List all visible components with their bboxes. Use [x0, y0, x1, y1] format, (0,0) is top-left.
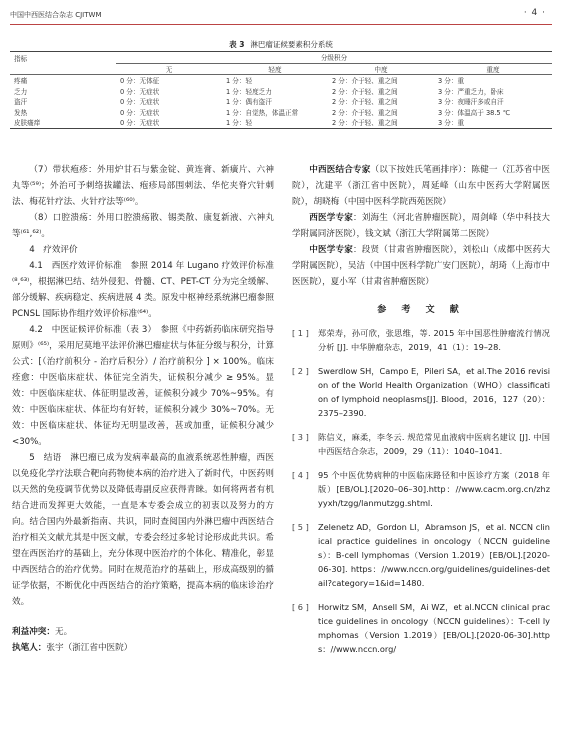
reference-number: [ 4 ] [292, 470, 309, 480]
reference-text: Zelenetz AD，Gordon LI，Abramson JS，et al. NCCN clinical practice guidelines in oncology（NCCN guidelines）：B-cell lymphomas（Version 1.2019）[EB/OL].[2020-06-30]. https：//www.nccn.org/guidelines/guidelines-detail?category=1&id=1480. [318, 522, 550, 588]
right-column [292, 162, 550, 666]
conflict-line [12, 624, 274, 640]
table-cell: 1 分：轻 [226, 77, 253, 86]
table-cell: 0 分：无症状 [120, 98, 160, 107]
row-name: 发热 [14, 108, 28, 117]
table-cell: 0 分：无症状 [116, 117, 222, 128]
table-cell: 3 分：重 [434, 117, 552, 128]
row-name: 乏力 [14, 87, 28, 96]
table-cell: 0 分：无症状 [120, 108, 160, 117]
reference-item [292, 600, 550, 656]
reference-text: Swerdlow SH，Campo E，Pileri SA，et al.The 2016 revision of the World Health Organization（WHO）classification of lymphoid neoplasms[J]. Blood，2016，127（20）：2375–2390. [318, 366, 550, 418]
table-cell: 1 分：自觉热，体温正常 [226, 108, 299, 117]
grade-header: 中度 [328, 63, 434, 75]
page-number: · 4 · [523, 8, 546, 18]
row-name: 盗汗 [14, 98, 28, 107]
expert-group-label: 西医学专家 [309, 213, 353, 223]
reference-item [292, 326, 550, 354]
paragraph-western-efficacy: 4.1 西医疗效评价标准 参照 2014 年 Lugano 疗效评价标准⁽⁸,⁶³⁾，根据淋巴结、结外侵犯、骨髓、CT、PET-CT 分为完全缓解、部分缓解、疾病稳定、疾病进展 4 类。原发中枢神经系统淋巴瘤参照 PCNSL 国际协作组疗效评价标准⁽⁶⁴⁾。 [12, 261, 274, 319]
table-cell: 0 分：无症状 [120, 87, 160, 96]
grade-header: 轻度 [222, 63, 328, 75]
reference-number: [ 2 ] [292, 366, 309, 376]
grade-header: 无 [116, 63, 222, 75]
blank-header-cell [10, 63, 116, 75]
table-label: 表 3 [229, 40, 245, 49]
reference-number: [ 5 ] [292, 522, 309, 532]
row-name: 皮肤瘙痒 [10, 117, 116, 128]
table-cell: 2 分：介于轻、重之间 [332, 87, 398, 96]
page-header [10, 8, 552, 22]
table-cell: 1 分：轻 [222, 117, 328, 128]
table-cell: 1 分：轻度乏力 [226, 87, 272, 96]
expert-group-western [292, 210, 550, 242]
reference-item [292, 520, 550, 590]
table-row [10, 96, 552, 107]
table-row [10, 117, 552, 128]
table-cell: 2 分：介于轻、重之间 [332, 108, 398, 117]
reference-text: Horwitz SM，Ansell SM，Ai WZ，et al.NCCN clinical practice guidelines in oncology（NCCN guidelines）：T-cell lymphomas（Version 1.2019）[EB/OL].[2020-06-30].https：//www.nccn.org/ [318, 602, 550, 654]
section-heading-efficacy: 4 疗效评价 [29, 245, 78, 255]
reference-text: 陈信义，麻柔，李冬云. 规范常见血液病中医病名建议 [J]. 中国中西医结合杂志，2009，29（11）：1040–1041. [318, 432, 550, 456]
table-cell: 2 分：介于轻、重之间 [328, 117, 434, 128]
reference-item [292, 364, 550, 420]
paragraph-herpes-zoster: （7）带状疱疹：外用炉甘石与紫金锭、黄连膏、新癀片、六神丸等⁽⁵⁹⁾；外治可予刺络拔罐法、疱疹局部围刺法、华佗夹脊穴针刺法、梅花针疗法、火针疗法等⁽⁶⁰⁾。 [12, 165, 274, 207]
author-value: 张宇（浙江省中医院） [46, 643, 133, 653]
left-column [12, 162, 274, 656]
reference-number: [ 3 ] [292, 432, 309, 442]
table-title: 淋巴瘤证候要素积分系统 [250, 40, 333, 49]
reference-number: [ 1 ] [292, 328, 309, 338]
table-cell: 2 分：介于轻、重之间 [332, 77, 398, 86]
table-cell: 2 分：介于轻、重之间 [332, 98, 398, 107]
expert-list: （以下按姓氏笔画排序）：陈健一（江苏省中医院），沈建平（浙江省中医院），周延峰（山东中医药大学附属医院），胡晓梅（中国中医科学院西苑医院） [292, 165, 550, 207]
grade-header: 重度 [434, 63, 552, 75]
paragraph-conclusion: 5 结语 淋巴瘤已成为发病率最高的血液系统恶性肿瘤，西医以免疫化学疗法联合靶向药物使本病的治疗进入了新时代，中医药则以天然的免疫调节优势以及降低毒副反应获得青睐。如何将两者有机结合进而发挥更大效能，一直是本专委会成立的初衷以及努力的方向。结合国内外最新指南、共识，同时查阅国内外淋巴瘤中西医结合治疗相关文献尤其是中医文献，专委会经过多轮讨论形成此共识。希望在西医治疗的基础上，充分体现中医治疗的个体化、精准化，彰显中西医结合的治疗优势。同时在规范治疗的基础上，形成高级别的循证学依据，不断优化中西医结合的治疗策略，提高本病的临床诊治疗效。 [12, 453, 274, 607]
author-notes [12, 624, 274, 656]
expert-list: ：段贤（甘肃省肿瘤医院），刘松山（成都中医药大学附属医院），吴洁（中国中医科学院广安门医院），胡琦（上海市中医医院），夏小军（甘肃省肿瘤医院） [292, 245, 550, 287]
author-line [12, 640, 274, 656]
table-row [10, 107, 552, 118]
table-row [10, 75, 552, 86]
author-label: 执笔人： [12, 643, 47, 653]
expert-group-tcm [292, 242, 550, 290]
reference-item [292, 468, 550, 510]
reference-text: 95 个中医优势病种的中医临床路径和中医诊疗方案（2018 年版）[EB/OL].[2020–06–30].http：//www.cacm.org.cn/zhzyyxh/tzgg/lanmutzgg.shtml. [318, 470, 550, 508]
paragraph-oral-ulcer: （8）口腔溃疡：外用口腔溃疡散、锡类散、康复新液、六神丸等⁽⁶¹,⁶²⁾。 [12, 213, 274, 239]
table-cell: 3 分：重 [438, 77, 465, 86]
reference-text: 郑荣寿，孙可欣，张思维，等. 2015 年中国恶性肿瘤流行情况分析 [J]. 中华肿瘤杂志，2019，41（1）：19–28. [318, 328, 550, 352]
table-cell: 3 分：体温高于 38.5 ℃ [438, 108, 511, 117]
expert-list: ：刘海生（河北省肿瘤医院），周剑峰（华中科技大学附属同济医院），钱文斌（浙江大学附属第二医院） [292, 213, 550, 239]
col-group-header: 分级积分 [116, 52, 552, 64]
references-heading: 参 考 文 献 [377, 305, 465, 315]
expert-group-integrated [292, 162, 550, 210]
journal-name: 中国中西医结合杂志 CJITWM [10, 11, 102, 19]
syndrome-score-table [10, 51, 552, 129]
table-caption [0, 39, 562, 50]
reference-item [292, 430, 550, 458]
table-cell: 3 分：严重乏力，卧床 [438, 87, 504, 96]
expert-group-label: 中医学专家 [309, 245, 353, 255]
conflict-value: 无。 [54, 627, 73, 637]
reference-number: [ 6 ] [292, 602, 309, 612]
col-indicator-header: 指标 [10, 52, 116, 64]
table-cell: 1 分：偶有盗汗 [226, 98, 272, 107]
expert-group-label: 中西医结合专家 [309, 165, 371, 175]
header-rule [10, 24, 552, 25]
table-cell: 3 分：夜睡汗多或自汗 [438, 98, 504, 107]
table-row [10, 86, 552, 97]
conflict-label: 利益冲突： [12, 627, 55, 637]
row-name: 疼痛 [14, 77, 28, 86]
paragraph-tcm-efficacy: 4.2 中医证候评价标准（表 3） 参照《中药新药临床研究指导原则》⁽⁶⁵⁾，采用尼莫地平法评价淋巴瘤症状与体征分级与积分，计算公式：[（治疗前积分 - 治疗后积分）/ 治疗前积分 ] × 100%。临床痊愈：中医临床症状、体征完全消失，证候积分减少 ≥ 95%。显效：中医临床症状、体征明显改善，证候积分减少 70%~95%。有效：中医临床症状、体征均有好转，证候积分减少 30%~70%。无效：中医临床症状、体征均无明显改善，甚或加重，证候积分减少 <30%。 [12, 325, 274, 447]
table-cell: 0 分：无体征 [120, 77, 160, 86]
